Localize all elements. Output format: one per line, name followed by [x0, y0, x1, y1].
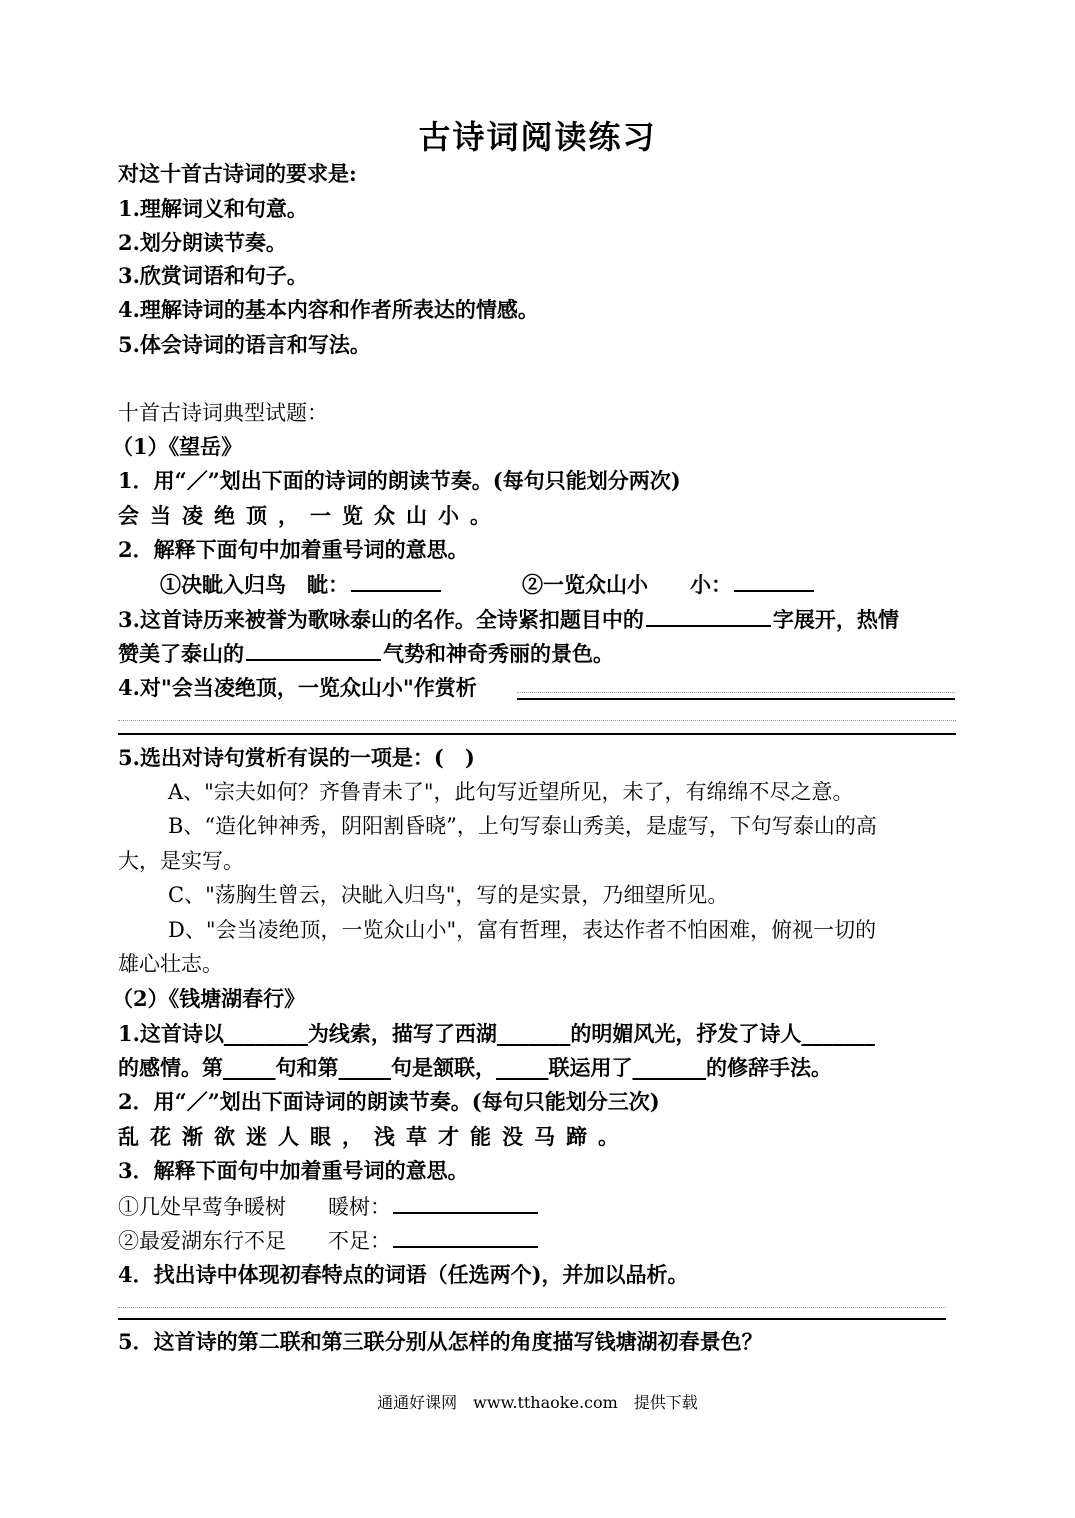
option-b: B、“造化钟神秀，阴阳割昏晓”，上句写泰山秀美，是虚写，下句写泰山的高: [168, 814, 877, 838]
s2-question-2: 2．用“／”划出下面诗词的朗读节奏。(每句只能划分三次): [118, 1089, 660, 1114]
answer-blank[interactable]: [351, 570, 441, 592]
answer-line[interactable]: [517, 698, 955, 700]
s1-question-3-line-1: [118, 605, 899, 634]
requirements-heading: 对这十首古诗词的要求是:: [118, 161, 357, 186]
requirement-item: 4.理解诗词的基本内容和作者所表达的情感。: [118, 297, 539, 322]
answer-blank[interactable]: [393, 1192, 538, 1214]
section-1-heading: （1）《望岳》: [112, 434, 243, 459]
option-a: A、"宗夫如何？齐鲁青未了"，此句写近望所见，未了，有绵绵不尽之意。: [168, 780, 854, 804]
s2-question-5: 5．这首诗的第二联和第三联分别从怎样的角度描写钱塘湖初春景色？: [118, 1329, 763, 1354]
s1-question-3-line-2: [118, 639, 614, 668]
answer-blank[interactable]: [734, 570, 814, 592]
s1-question-2: 2．解释下面句中加着重号词的意思。: [118, 537, 469, 562]
s2-question-4: 4．找出诗中体现初春特点的词语（任选两个)，并加以品析。: [118, 1262, 689, 1287]
answer-line[interactable]: [118, 733, 956, 735]
s2-q3-item-a-text: ①几处早莺争暖树 暖树：: [118, 1195, 391, 1219]
page-footer: 通通好课网 www.tthaoke.com 提供下载: [377, 1393, 698, 1412]
s2-question-3: 3．解释下面句中加着重号词的意思。: [118, 1158, 469, 1183]
s1-question-4: 4.对"会当凌绝顶，一览众山小"作赏析: [118, 675, 477, 700]
s2-question-1-line-1: 1.这首诗以________为线索，描写了西湖_______的明媚风光，抒发了诗人_______: [118, 1021, 875, 1046]
s2-q3-item-b: [118, 1226, 540, 1255]
dotted-guide: [517, 692, 955, 693]
s2-question-1-line-2: 的感情。第_____句和第_____句是颔联，_____联运用了_______的修辞手法。: [118, 1055, 832, 1080]
dotted-guide: [118, 1307, 946, 1308]
section-2-heading: （2）《钱塘湖春行》: [112, 986, 306, 1011]
answer-line[interactable]: [118, 1318, 946, 1320]
requirement-item: 5.体会诗词的语言和写法。: [118, 332, 371, 357]
option-c: C、"荡胸生曾云，决眦入归鸟"，写的是实景，乃细望所见。: [168, 883, 729, 907]
s1-q3-text-b: 字展开，热情: [772, 607, 899, 632]
option-b-continued: 大，是实写。: [118, 849, 244, 873]
typical-questions-heading: 十首古诗词典型试题：: [118, 401, 328, 425]
requirement-item: 1.理解词义和句意。: [118, 196, 308, 221]
s1-question-5: 5.选出对诗句赏析有误的一项是：( ): [118, 745, 475, 770]
s1-q2-item-a-text: ①决眦入归鸟 眦：: [160, 572, 349, 597]
answer-blank[interactable]: [246, 639, 381, 661]
option-d: D、"会当凌绝顶，一览众山小"，富有哲理，表达作者不怕困难，俯视一切的: [168, 918, 877, 942]
s1-poem-line: 会当凌绝顶，一览众山小。: [118, 503, 502, 528]
s1-q2-item-a: [160, 570, 443, 599]
s1-q2-item-b: [522, 570, 816, 599]
s1-q3-text-d: 气势和神奇秀丽的景色。: [383, 641, 614, 666]
s1-question-1: 1．用“／”划出下面的诗词的朗读节奏。(每句只能划分两次): [118, 468, 681, 493]
option-d-continued: 雄心壮志。: [118, 952, 223, 976]
page-title: 古诗词阅读练习: [418, 118, 657, 156]
s1-q3-text-c: 赞美了泰山的: [118, 641, 244, 666]
s1-q2-item-b-text: ②一览众山小 小：: [522, 572, 732, 597]
requirement-item: 3.欣赏词语和句子。: [118, 263, 308, 288]
dotted-guide: [118, 720, 956, 721]
answer-blank[interactable]: [646, 605, 771, 627]
requirement-item: 2.划分朗读节奏。: [118, 230, 287, 255]
s2-q3-item-a: [118, 1192, 540, 1221]
s1-q3-text-a: 3.这首诗历来被誉为歌咏泰山的名作。全诗紧扣题目中的: [118, 607, 644, 632]
s2-poem-line: 乱花渐欲迷人眼，浅草才能没马蹄。: [118, 1124, 630, 1149]
s2-q3-item-b-text: ②最爱湖东行不足 不足：: [118, 1229, 391, 1253]
answer-blank[interactable]: [393, 1226, 538, 1248]
